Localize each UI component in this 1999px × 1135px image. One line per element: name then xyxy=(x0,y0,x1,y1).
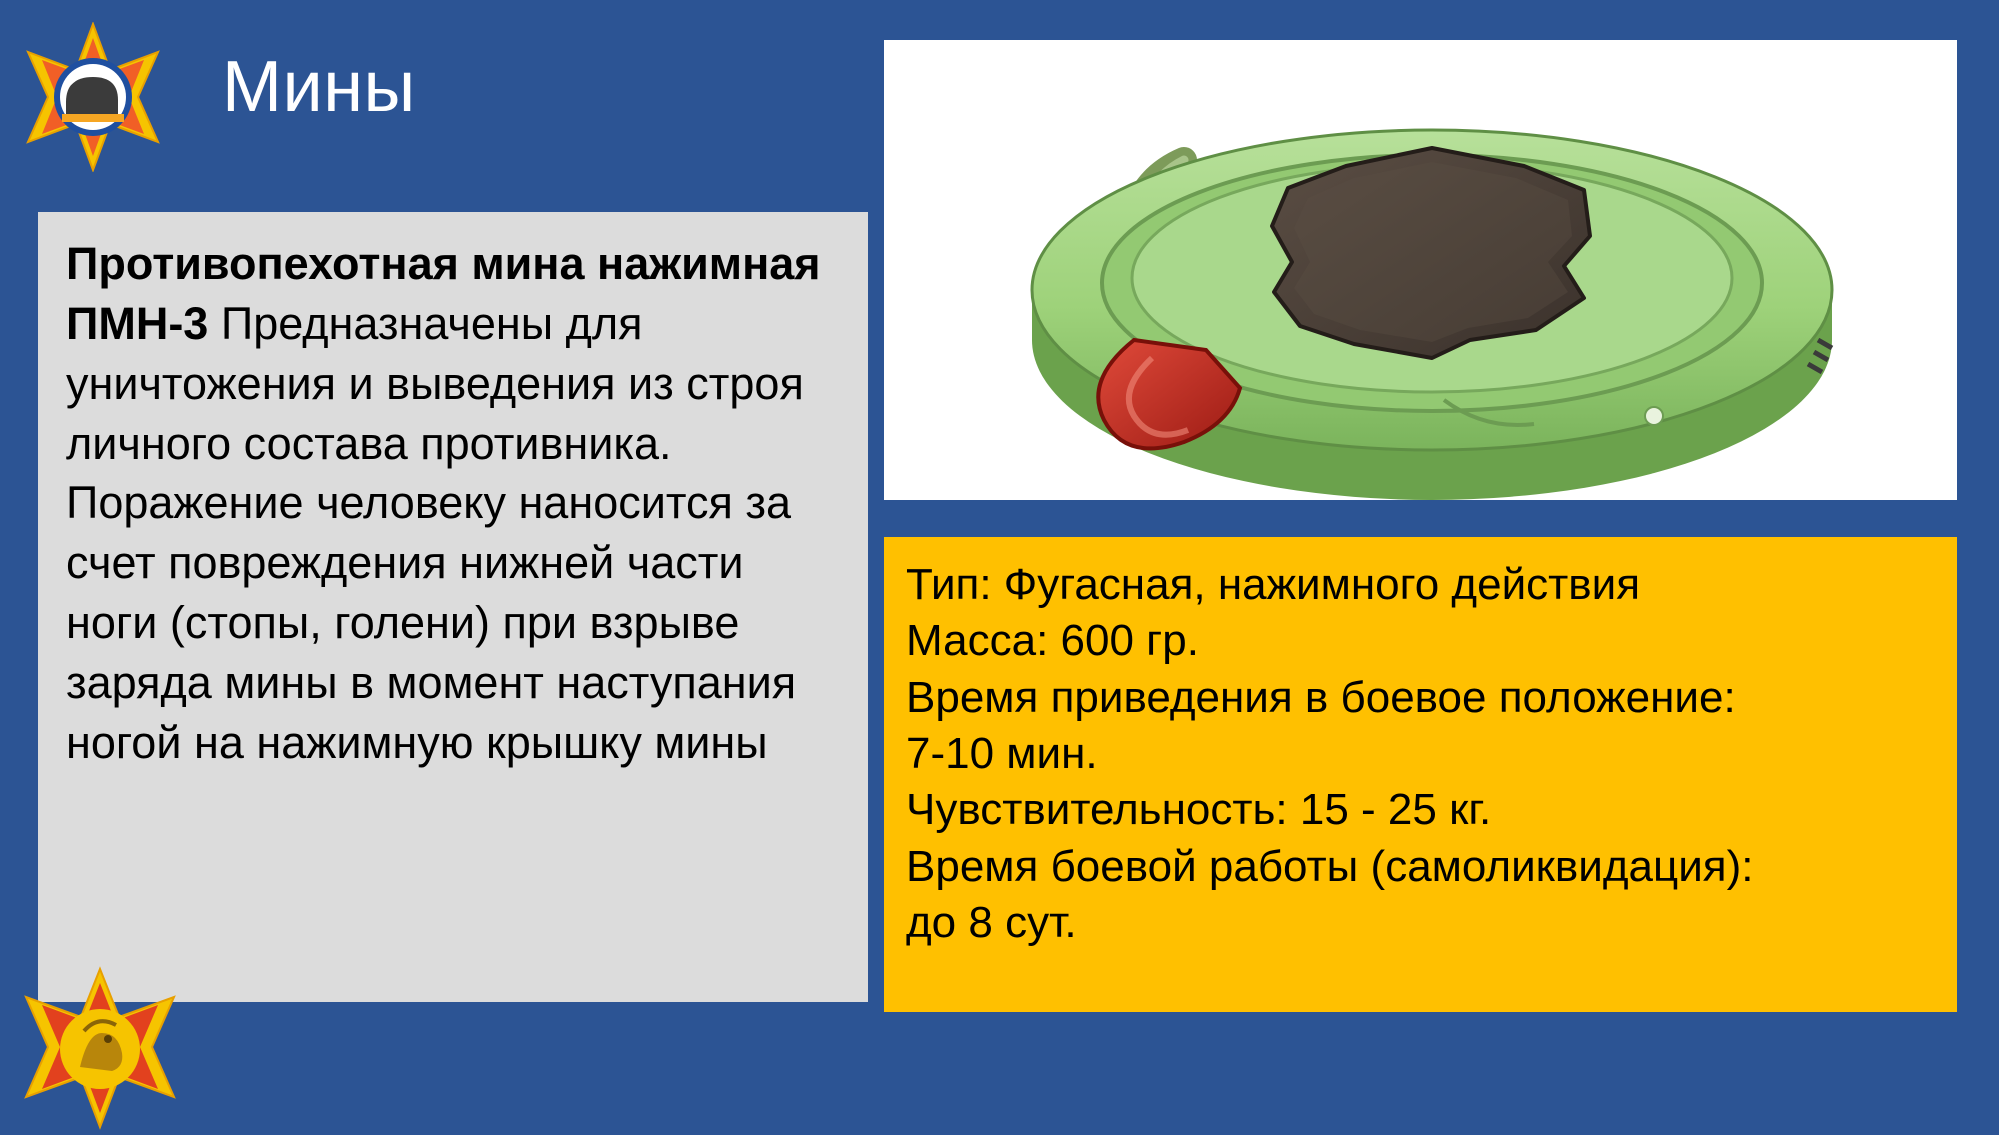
ministry-emblem-icon xyxy=(18,22,168,172)
description-panel xyxy=(38,212,868,1002)
spec-line: до 8 сут. xyxy=(906,897,1077,947)
mine-image xyxy=(884,40,1957,500)
spec-line: Тип: Фугасная, нажимного действия xyxy=(906,560,1641,609)
spec-line: Время приведения в боевое положение: xyxy=(906,672,1736,722)
spec-line: Масса: 600 гр. xyxy=(906,616,1199,666)
specs-panel xyxy=(884,537,1957,1012)
page-title: Мины xyxy=(222,47,416,127)
spec-line: Чувствительность: 15 - 25 кг. xyxy=(906,785,1492,835)
spec-line: Время боевой работы (самоликвидация): xyxy=(906,841,1754,891)
spec-line: 7-10 мин. xyxy=(906,728,1098,778)
ministry-emblem-icon xyxy=(10,965,190,1130)
description-body: Предназначены для уничтожения и выведения из строя личного состава противника. Поражение человеку наносится за счет повреждения нижней части ноги (стопы, голени) при взрыве заряда мины в момент наступания ногой на нажимную крышку мины xyxy=(66,297,804,768)
description-heading: Противопехотная мина нажимная ПМН-3 xyxy=(66,238,821,349)
